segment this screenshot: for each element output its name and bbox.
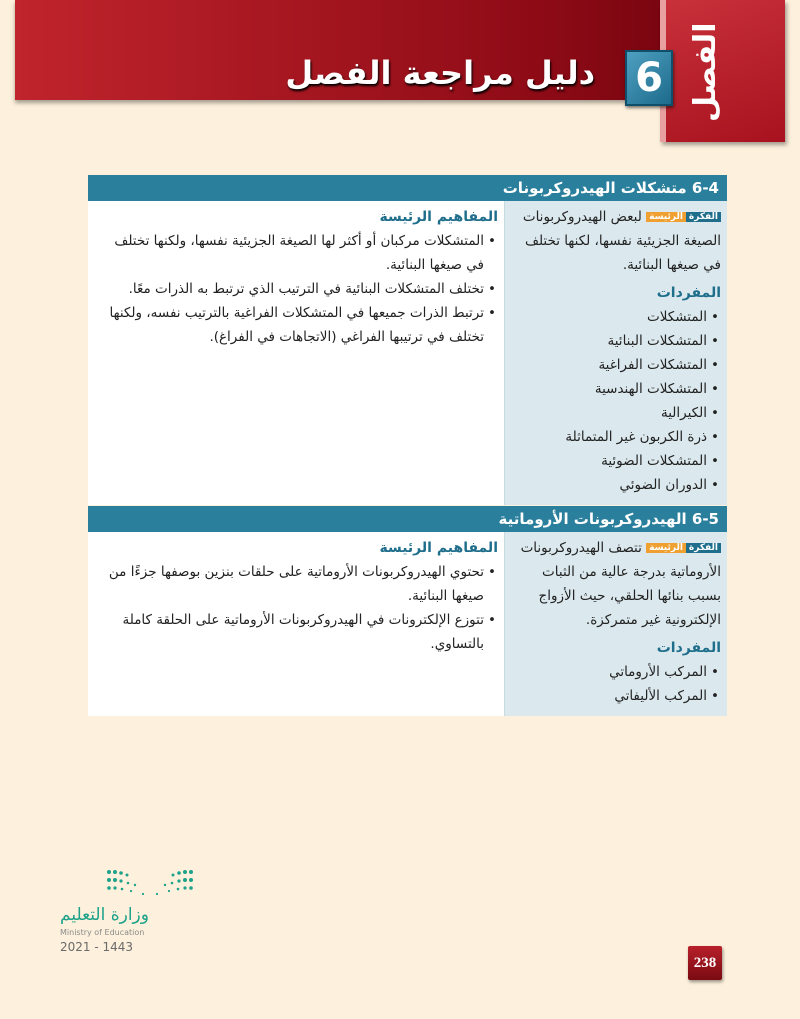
vocab-item: • المركب الأليفاتي [511,684,721,708]
vocab-item: • المتشكلات [511,305,721,329]
main-idea: الفكرةالرئيسة تتصف الهيدروكربونات الأروماتية بدرجة عالية من الثبات بسبب بنائها الحلقي، حيث الأزواج الإلكترونية غير متمركزة. [520,540,721,628]
section-6-4 [88,175,727,505]
concept-item: • ترتبط الذرات جميعها في المتشكلات الفراغية بالترتيب نفسه، ولكنها تختلف في ترتيبها الفراغي (الاتجاهات في الفراغ). [96,301,498,349]
vocab-heading: المفردات [656,640,721,656]
main-idea-badge: الفكرةالرئيسة [646,210,721,224]
concepts-column [88,532,505,716]
page-number: 238 [688,946,722,980]
main-idea-column [505,201,727,505]
section-title: 6-4 متشكلات الهيدروكربونات [88,175,727,201]
vocab-heading: المفردات [656,285,721,301]
main-idea-column [505,532,727,716]
ministry-logo-icon [105,868,195,898]
concept-item: • تتوزع الإلكترونات في الهيدروكربونات الأروماتية على الحلقة كاملة بالتساوي. [96,608,498,656]
vocab-item: • الدوران الضوئي [511,473,721,497]
concept-item: • المتشكلات مركبان أو أكثر لها الصيغة الجزيئية نفسها، ولكنها تختلف في صيغها البنائية. [96,229,498,277]
ministry-name-arabic: وزارة التعليم [60,905,149,925]
page-title: دليل مراجعة الفصل [285,54,595,92]
vocab-list [511,660,721,708]
section-title: 6-5 الهيدروكربونات الأروماتية [88,506,727,532]
concept-item: • تحتوي الهيدروكربونات الأروماتية على حلقات بنزين بوصفها جزءًا من صيغها البنائية. [96,560,498,608]
concepts-column [88,201,505,505]
vocab-item: • ذرة الكربون غير المتماثلة [511,425,721,449]
main-idea: الفكرةالرئيسة لبعض الهيدروكربونات الصيغة الجزيئية نفسها، لكنها تختلف في صيغها البنائية. [522,209,721,273]
chapter-number: 6 [625,50,673,106]
concept-item: • تختلف المتشكلات البنائية في الترتيب الذي ترتبط به الذرات معًا. [96,277,498,301]
review-table [88,175,727,716]
vocab-item: • المركب الأروماتي [511,660,721,684]
ministry-name-english: Ministry of Education [60,928,145,937]
vocab-item: • المتشكلات الهندسية [511,377,721,401]
main-idea-badge: الفكرةالرئيسة [646,541,721,555]
concepts-heading: المفاهيم الرئيسة [379,209,498,225]
concepts-list [96,229,498,349]
edition-years: 2021 - 1443 [60,940,134,954]
vocab-item: • المتشكلات البنائية [511,329,721,353]
vocab-item: • المتشكلات الفراغية [511,353,721,377]
concepts-heading: المفاهيم الرئيسة [379,540,498,556]
chapter-word: الفصل [688,22,723,122]
section-6-5 [88,506,727,716]
vocab-item: • الكيرالية [511,401,721,425]
concepts-list [96,560,498,656]
vocab-item: • المتشكلات الضوئية [511,449,721,473]
vocab-list [511,305,721,497]
